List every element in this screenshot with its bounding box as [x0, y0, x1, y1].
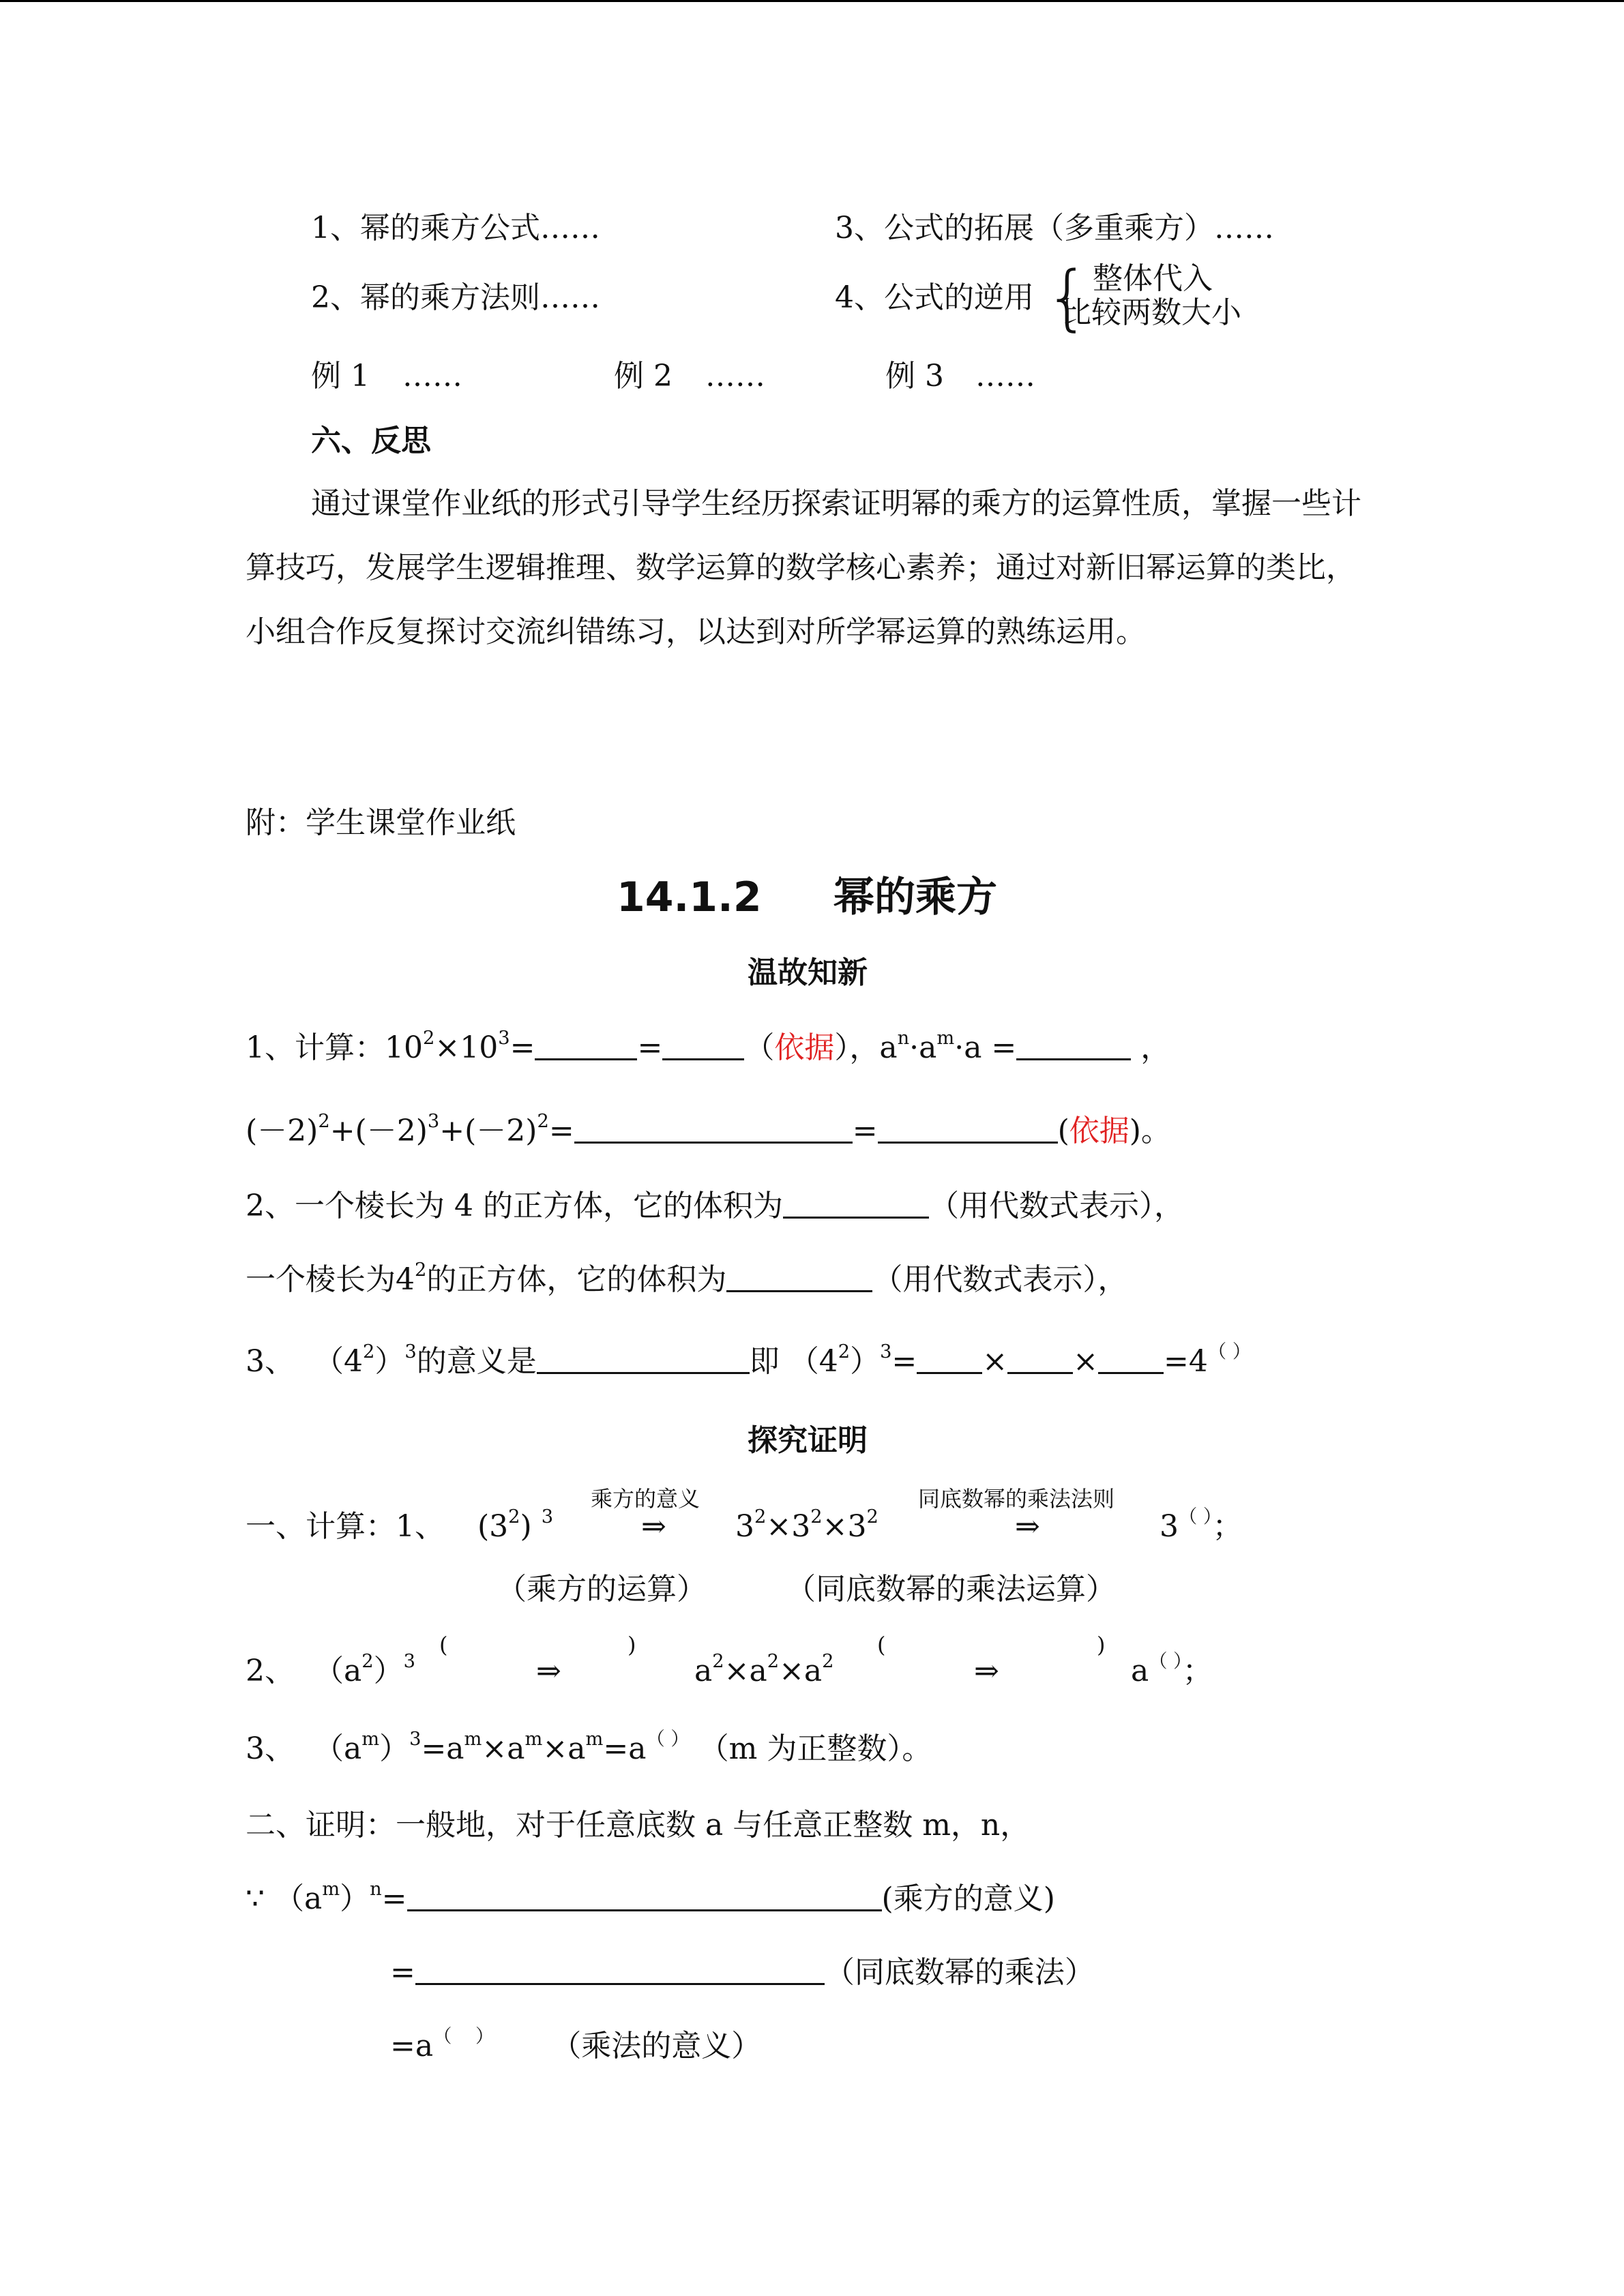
math-expression: $a^2\times a^2\times a^2$: [694, 1651, 834, 1688]
proof-intro: 二、证明：一般地，对于任意底数 a 与任意正整数 m，n，: [246, 1808, 1031, 1843]
implies-arrow-icon: ⇒: [641, 1509, 666, 1544]
proof-line-2: = （同底数幂的乘法）: [390, 1955, 1095, 1990]
label-same-base-rule: 同底数幂的乘法法则: [918, 1486, 1115, 1512]
proof-reason-2: （同底数幂的乘法）: [824, 1955, 1095, 1990]
proof-line-3: [390, 2026, 762, 2064]
math-expression: $3^2\times 3^2\times 3^2$: [735, 1506, 879, 1544]
answer-blank[interactable]: [917, 1345, 982, 1374]
answer-blank[interactable]: [415, 1956, 825, 1985]
basis-label: 依据: [1069, 1114, 1130, 1148]
implies-arrow-icon: ⇒: [1015, 1509, 1040, 1544]
example-2-ellipsis: ……: [705, 359, 765, 393]
answer-blank[interactable]: [1007, 1345, 1073, 1374]
math-expression: $(a^m)^3=a^m\times a^m\times a^m=a^{( )}$: [313, 1729, 690, 1766]
close-paren: ): [1097, 1632, 1106, 1658]
explore-heading: 探究证明: [748, 1423, 868, 1458]
answer-blank[interactable]: [407, 1882, 882, 1911]
line-3-note: （m 为正整数）。: [698, 1731, 932, 1766]
summary-item-4: [835, 281, 1034, 316]
question-2a-suffix: （用代数式表示），: [928, 1189, 1184, 1223]
summary-item-1: 1、幂的乘方公式……: [311, 211, 600, 245]
review-question-2b: [246, 1259, 1128, 1298]
review-question-1-part-2: $(-2)^2+(-2)^3+(-2)^2=$ = (依据)。: [246, 1111, 1171, 1148]
math-expression: $(3^2)$ $^3$: [477, 1506, 554, 1544]
curly-brace-icon: {: [1045, 256, 1091, 339]
review-heading: 温故知新: [748, 955, 868, 990]
summary-item-4-brace-line-1: 整体代入: [1093, 261, 1213, 296]
line-2-prefix: 2、: [246, 1654, 295, 1688]
appendix-label: 附：学生课堂作业纸: [246, 805, 516, 840]
math-expression: $10^2\times 10^3=$: [385, 1028, 535, 1065]
proof-reason-3: （乘法的意义）: [551, 2029, 762, 2063]
calc-prefix: 一、计算：1、: [246, 1509, 445, 1544]
math-expression: a（ ）；: [1131, 1651, 1213, 1688]
math-expression: $4^2$: [396, 1259, 427, 1297]
summary-item-4-label: 4、公式的逆用: [835, 280, 1034, 315]
implies-arrow-icon: ⇒: [974, 1654, 999, 1688]
question-2b-suffix: （用代数式表示），: [872, 1262, 1128, 1297]
summary-item-2: 2、幂的乘方法则……: [311, 280, 600, 315]
math-expression: $(4^2)^3$: [313, 1341, 417, 1379]
answer-blank[interactable]: [1098, 1345, 1164, 1374]
because-icon: ∵: [246, 1881, 265, 1916]
label-power-meaning: 乘方的意义: [591, 1486, 700, 1512]
review-question-1: 1、计算：$10^2\times 10^3=$ = （依据），$a^n\cdot a^m\cdot a$ = ，: [246, 1028, 1171, 1065]
worksheet-title-number: 14.1.2: [617, 874, 762, 921]
question-2a-text: 2、一个棱长为 4 的正方体，它的体积为: [246, 1189, 783, 1223]
example-3-label: 例 3: [885, 359, 944, 393]
math-expression: $(4^2)^3=$: [788, 1341, 917, 1379]
answer-blank[interactable]: [726, 1263, 872, 1292]
math-expression: 3（ ）；: [1160, 1506, 1243, 1544]
open-paren: (: [877, 1632, 886, 1658]
math-expression: =a（ ）: [390, 2026, 494, 2063]
question-3-prefix: 3、: [246, 1344, 295, 1379]
question-3-ji: 即: [749, 1344, 780, 1379]
example-2-label: 例 2: [614, 359, 673, 393]
math-expression: $(a^2)^3$: [314, 1651, 415, 1688]
implies-arrow-icon: ⇒: [536, 1654, 561, 1688]
question-1-prefix: 1、计算：: [246, 1030, 385, 1065]
example-3-ellipsis: ……: [975, 359, 1035, 393]
example-1-label: 例 1: [311, 359, 370, 393]
math-expression: $a^n\cdot a^m\cdot a$ =: [879, 1028, 1017, 1065]
summary-item-3: 3、公式的拓展（多重乘方）……: [835, 211, 1274, 245]
question-2b-mid: 的正方体，它的体积为: [426, 1262, 727, 1297]
worksheet-title: 幂的乘方: [833, 874, 997, 921]
basis-label: 依据: [774, 1030, 835, 1065]
caption-same-base-operation: （同底数幂的乘法运算）: [786, 1572, 1116, 1607]
reflection-heading: 六、反思: [311, 423, 431, 458]
review-question-2a: [246, 1189, 1184, 1224]
open-paren: (: [439, 1632, 448, 1658]
answer-blank[interactable]: [878, 1114, 1058, 1144]
answer-blank[interactable]: [1016, 1031, 1131, 1060]
answer-blank[interactable]: [535, 1031, 637, 1060]
answer-blank[interactable]: [537, 1345, 750, 1374]
page-top-border: [0, 0, 1624, 2]
question-3-meaning: 的意义是: [416, 1344, 537, 1379]
reflection-paragraph: 通过课堂作业纸的形式引导学生经历探索证明幂的乘方的运算性质，掌握一些计算技巧，发展学生逻辑推理、数学运算的数学核心素养；通过对新旧幂运算的类比，小组合作反复探讨交流纠错练习，以达到对所学幂运算的熟练运用。: [246, 486, 1361, 649]
answer-blank[interactable]: [662, 1031, 744, 1060]
close-paren: ): [628, 1632, 636, 1658]
proof-reason-1: (乘方的意义): [881, 1881, 1055, 1916]
example-1-ellipsis: ……: [402, 359, 462, 393]
math-expression: $(-2)^2+(-2)^3+(-2)^2=$: [246, 1111, 574, 1148]
summary-item-4-brace-line-2: 比较两数大小: [1061, 295, 1241, 330]
answer-blank[interactable]: [574, 1114, 853, 1144]
review-question-3: 3、 $(4^2)^3$的意义是 即 $(4^2)^3=$ × × =4（ ）: [246, 1341, 1252, 1379]
caption-power-operation: （乘方的运算）: [497, 1572, 707, 1607]
proof-line-1: [246, 1879, 1055, 1917]
line-3-prefix: 3、: [246, 1731, 295, 1766]
answer-blank[interactable]: [783, 1189, 929, 1219]
line-3: [246, 1729, 932, 1767]
question-2b-text: 一个棱长为: [246, 1262, 396, 1297]
math-expression: $(a^m)^n=$: [274, 1879, 407, 1916]
